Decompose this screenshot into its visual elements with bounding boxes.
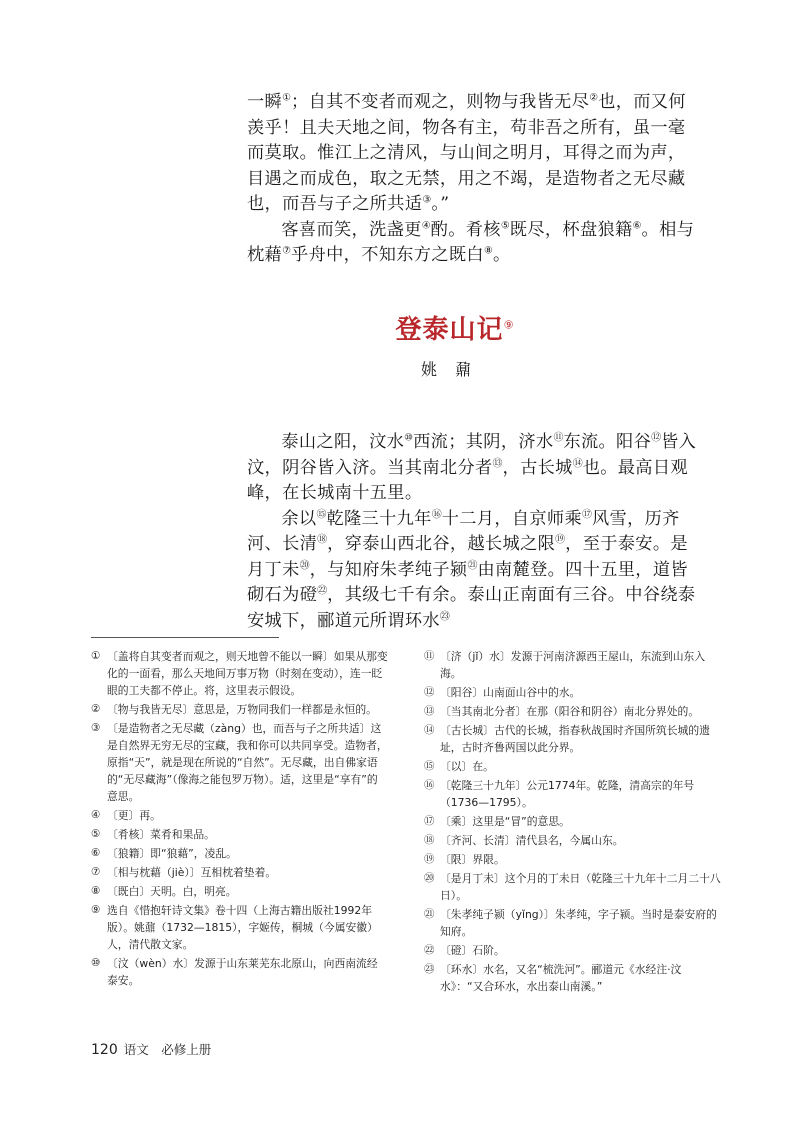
- footnote-text: 〔更〕再。: [107, 809, 161, 822]
- footnote-item: [91, 720, 388, 805]
- prev-paragraph-1: [247, 90, 702, 218]
- footnote-ref: ⑧: [483, 245, 493, 257]
- footnote-ref: ⑤: [500, 219, 510, 231]
- essay-title: [300, 309, 610, 346]
- text-segment: ，古长城: [502, 457, 573, 478]
- footnote-ref: ㉑: [467, 559, 478, 571]
- footnote-ref: ⑬: [492, 457, 503, 469]
- prev-passage: [247, 90, 702, 269]
- footnote-item: [424, 906, 721, 940]
- footnote-text: 〔朱孝纯子颍（yǐng）〕朱孝纯，字子颍。当时是泰安府的知府。: [440, 908, 717, 938]
- text-segment: 。相与枕藉: [247, 219, 695, 265]
- footnote-number: ⑳: [424, 872, 435, 884]
- text-segment: 泰山之阳，汶水: [281, 432, 405, 452]
- footnote-text: 〔既白〕天明。白，明亮。: [107, 885, 237, 898]
- text-segment: 也，而又何羡乎！且夫天地之间，物各有主，苟非吾之所有，虽一毫而莫取。惟江上之清风，与山间之明月，耳得之而为声，目遇之而成色，取之无禁，用之不竭，是造物者之无尽藏也，而吾与子之所共适: [247, 92, 686, 214]
- essay-body: [247, 430, 702, 634]
- text-segment: ，至于泰安。是月丁未: [247, 534, 688, 580]
- footnote-ref: ⑪: [553, 432, 564, 444]
- footnote-text: 〔狼籍〕即“狼藉”，凌乱。: [107, 847, 237, 860]
- footnote-item: [424, 703, 721, 720]
- text-segment: 。: [492, 245, 511, 265]
- essay-title-text: 登泰山记: [395, 315, 504, 345]
- footnote-ref: ③: [422, 194, 432, 206]
- footnote-item: [424, 961, 721, 995]
- footnote-ref: ⑱: [317, 534, 328, 546]
- footnote-text: 〔环水〕水名，又名“梳洗河”。郦道元《水经注·汶水》：“又合环水，水出泰山南溪。”: [440, 963, 682, 993]
- footnote-text: 〔阳谷〕山南面山谷中的水。: [440, 686, 581, 699]
- text-segment: 乾隆三十九年: [326, 508, 432, 529]
- text-segment: 。”: [431, 194, 450, 214]
- footnote-ref: ⑭: [572, 457, 583, 469]
- footnote-number: ⑫: [424, 686, 435, 698]
- footnote-text: 〔乘〕这里是“冒”的意思。: [440, 815, 570, 828]
- footnote-ref: ⑫: [651, 432, 662, 444]
- text-segment: ，其级七千有余。泰山正南面有三谷。中谷绕泰安城下，郦道元所谓环水: [247, 585, 696, 631]
- footnote-number: ⑬: [424, 705, 435, 717]
- text-segment: 东流。阳谷: [563, 432, 652, 452]
- footnote-ref: ⑯: [431, 508, 442, 520]
- footnote-ref: ①: [282, 92, 292, 104]
- footnote-text: 〔相与枕藉（jiè）〕互相枕着垫着。: [107, 866, 277, 879]
- footnote-number: ⑭: [424, 724, 435, 736]
- text-segment: 由南麓登。四十五里，道皆砌石为磴: [247, 559, 688, 605]
- footnote-number: ⑥: [91, 847, 101, 859]
- book-title: 语文 必修上册: [123, 1042, 212, 1057]
- footnote-item: [424, 870, 721, 904]
- footnote-number: ⑯: [424, 779, 435, 791]
- text-segment: ，穿泰山西北谷，越长城之限: [327, 534, 556, 554]
- footnote-number: ③: [91, 722, 101, 734]
- footnote-item: [424, 832, 721, 849]
- footnote-text: 〔汶（wèn）水〕发源于山东莱芜东北原山，向西南流经泰安。: [107, 957, 378, 987]
- footnote-number: ㉑: [424, 908, 435, 920]
- footnote-item: [424, 758, 721, 775]
- footnote-number: ⑤: [91, 828, 101, 840]
- footnote-number: ⑲: [424, 853, 435, 865]
- footnote-number: ⑨: [91, 904, 101, 916]
- essay-paragraph-1: [247, 430, 702, 507]
- footnote-item: [91, 845, 388, 862]
- footnote-text: 〔古长城〕古代的长城，指春秋战国时齐国所筑长城的遗址，古时齐鲁两国以此分界。: [440, 724, 710, 754]
- footnote-text: 〔盖将自其变者而观之，则天地曾不能以一瞬〕如果从那变化的一面看，那么天地间万事万物（时刻在变动），连一眨眼的工夫都不停止。将，这里表示假设。: [107, 650, 388, 697]
- footnote-number: ⑮: [424, 760, 435, 772]
- text-segment: 酌。肴核: [430, 219, 501, 240]
- text-segment: ；自其不变者而观之，则物与我皆无尽: [291, 92, 590, 112]
- text-segment: 西流；其阴，济水: [413, 432, 554, 452]
- footnote-text: 〔限〕界限。: [440, 853, 505, 866]
- text-segment: 客喜而笑，洗盏更: [281, 219, 422, 240]
- footnote-ref: ㉒: [317, 585, 328, 597]
- text-segment: 一瞬: [247, 92, 283, 112]
- footnote-item: [424, 648, 721, 682]
- footnote-item: [91, 826, 388, 843]
- footnote-text: 〔当其南北分者〕在那（阳谷和阴谷）南北分界处的。: [440, 705, 700, 718]
- footnote-item: [424, 813, 721, 830]
- footnote-number: ①: [91, 650, 101, 662]
- page-number: 120: [91, 1042, 118, 1058]
- text-segment: ，与知府朱孝纯子颍: [309, 559, 468, 580]
- text-segment: 也。最高日观峰，在长城南十五里。: [247, 457, 688, 503]
- footnote-item: [424, 777, 721, 811]
- page-footer: [91, 1040, 211, 1058]
- footnote-item: [424, 851, 721, 868]
- footnote-text: 〔物与我皆无尽〕意思是，万物同我们一样都是永恒的。: [107, 703, 377, 716]
- footnote-item: [424, 684, 721, 701]
- essay-paragraph-2: [247, 507, 702, 635]
- footnote-number: ㉒: [424, 944, 435, 956]
- footnotes: [91, 648, 721, 995]
- text-segment: 风雪，历齐河、长清: [247, 508, 680, 554]
- footnote-text: 〔肴核〕菜肴和果品。: [107, 828, 215, 841]
- footnote-text: 〔乾隆三十九年〕公元1774年。乾隆，清高宗的年号（1736—1795）。: [440, 779, 695, 809]
- footnote-text: 〔济（jǐ）水〕发源于河南济源西王屋山，东流到山东入海。: [440, 650, 706, 680]
- footnote-number: ②: [91, 703, 101, 715]
- footnote-number: ㉓: [424, 963, 435, 975]
- footnote-item: [91, 883, 388, 900]
- footnote-ref: ⑥: [632, 219, 642, 231]
- footnote-item: [91, 648, 388, 699]
- footnote-number: ⑦: [91, 866, 101, 878]
- footnote-ref: ⑩: [404, 432, 414, 444]
- footnote-number: ⑩: [91, 957, 101, 969]
- footnote-number: ⑱: [424, 834, 435, 846]
- footnote-number: ⑪: [424, 650, 435, 662]
- footnote-item: [91, 701, 388, 718]
- footnote-ref: ⑲: [555, 534, 566, 546]
- footnote-ref: ②: [589, 92, 599, 104]
- footnote-ref: ⑰: [582, 508, 593, 520]
- footnote-text: 选自《惜抱轩诗文集》卷十四（上海古籍出版社1992年版）。姚鼐（1732—1815），字姬传，桐城（今属安徽）人，清代散文家。: [107, 904, 378, 951]
- text-segment: 既尽，杯盘狼籍: [509, 219, 633, 240]
- footnote-item: [424, 722, 721, 756]
- text-segment: 余以: [281, 508, 317, 529]
- footnote-text: 〔磴〕石阶。: [440, 944, 505, 957]
- footnote-item: [91, 864, 388, 881]
- footnote-ref: ㉓: [439, 610, 450, 622]
- text-segment: 皆入汶，阴谷皆入济。当其南北分者: [247, 432, 697, 478]
- essay-author: 姚鼐: [420, 360, 489, 379]
- footnote-text: 〔是造物者之无尽藏（zàng）也，而吾与子之所共适〕这是自然界无穷无尽的宝藏，我和你可以共同享受。造物者，原指“天”，就是现在所说的“自然”。无尽藏，出自佛家语的“无尽藏海”（像海之能包罗万物）。适，这里是“享有”的意思。: [107, 722, 388, 803]
- footnote-text: 〔是月丁未〕这个月的丁未日（乾隆三十九年十二月二十八日）。: [440, 872, 721, 902]
- footnote-item: [91, 902, 388, 953]
- footnote-ref: ⑮: [316, 508, 327, 520]
- footnote-ref: ⑦: [282, 245, 292, 257]
- footnote-ref: ⑳: [299, 559, 310, 571]
- footnote-number: ④: [91, 809, 101, 821]
- footnote-number: ⑰: [424, 815, 435, 827]
- footnote-item: [424, 942, 721, 959]
- footnote-divider: [91, 637, 279, 638]
- text-segment: 乎舟中，不知东方之既白: [291, 245, 484, 265]
- prev-paragraph-2: [247, 218, 702, 269]
- text-segment: 十二月，自京师乘: [441, 508, 583, 529]
- footnote-item: [91, 807, 388, 824]
- footnote-item: [91, 955, 388, 989]
- footnote-text: 〔齐河、长清〕清代县名，今属山东。: [440, 834, 624, 847]
- footnote-ref: ④: [421, 219, 431, 231]
- title-footnote-mark: ⑨: [503, 318, 515, 332]
- footnote-text: 〔以〕在。: [440, 760, 494, 773]
- footnote-number: ⑧: [91, 885, 101, 897]
